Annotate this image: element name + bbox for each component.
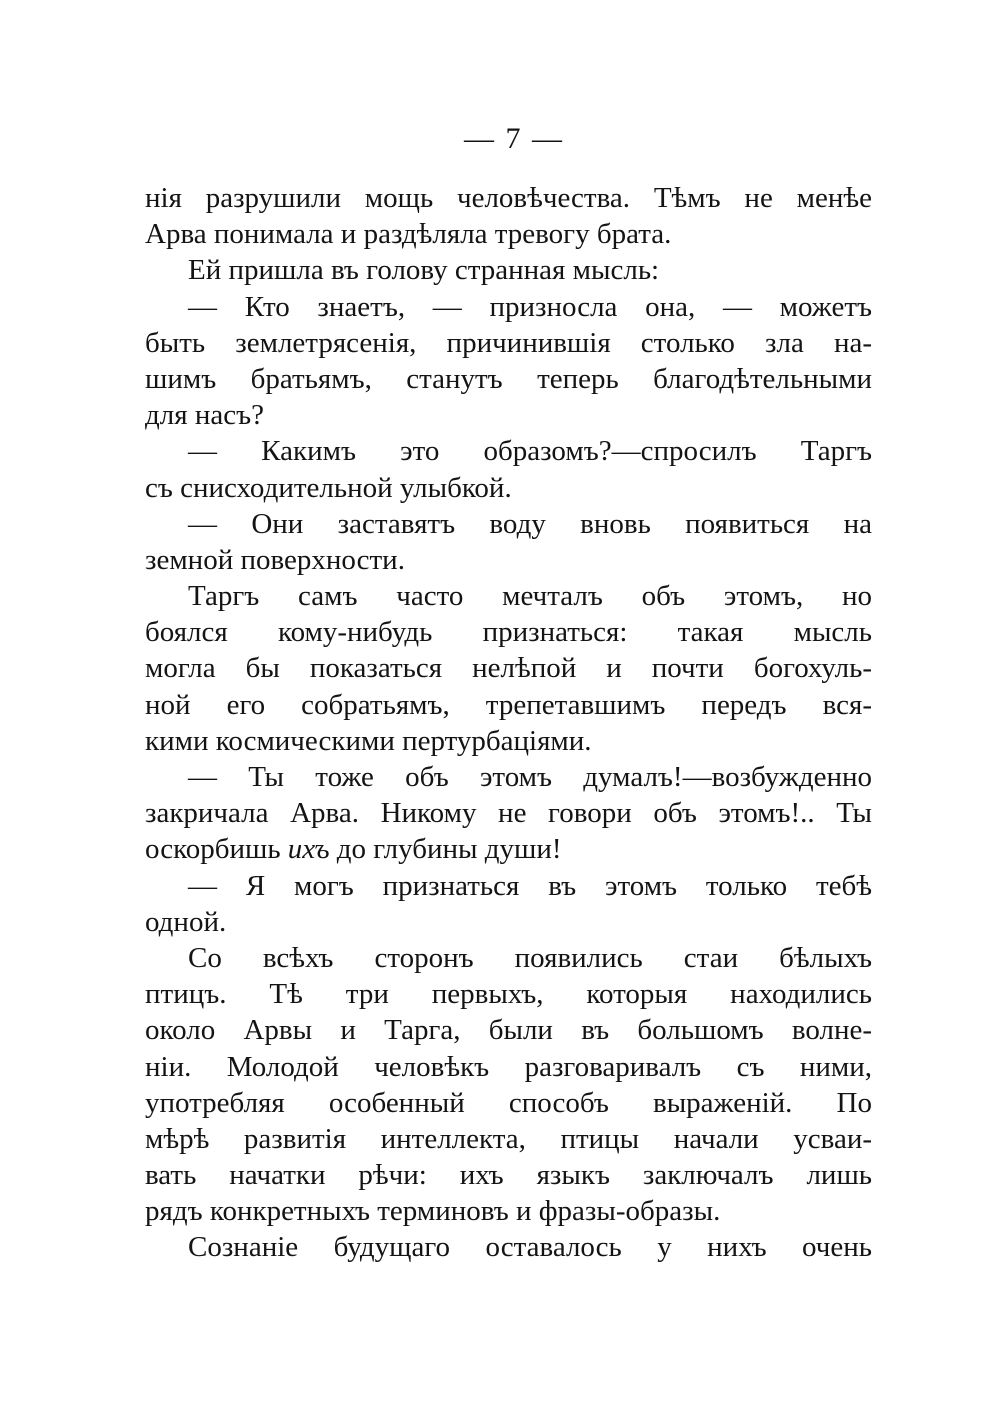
- text-line: Сознаніе будущаго оставалось у нихъ очень: [188, 1231, 872, 1264]
- text-line: Таргъ самъ часто мечталъ объ этомъ, но: [188, 580, 872, 613]
- text-line: для насъ?: [145, 399, 264, 432]
- text-line: кими космическими пертурбаціями.: [145, 724, 592, 757]
- text-line: одной.: [145, 905, 227, 938]
- text-line: Со всѣхъ сторонъ появились стаи бѣлыхъ: [188, 941, 872, 974]
- text-line: Ей пришла въ голову странная мысль:: [188, 254, 660, 287]
- italic-word: ихъ: [287, 833, 330, 866]
- text-line: вать начатки рѣчи: ихъ языкъ заключалъ лишь: [145, 1159, 872, 1192]
- text-line: закричала Арва. Никому не говори объ этомъ!.. Ты: [145, 797, 872, 830]
- text-line: птицъ. Тѣ три первыхъ, которыя находились: [145, 978, 872, 1011]
- text-segment: до глубины души!: [329, 833, 562, 866]
- text-line: [145, 831, 872, 867]
- text-line: земной поверхности.: [145, 543, 405, 576]
- text-line: — Кто знаетъ, — призносла она, — можетъ: [188, 290, 872, 323]
- text-line: мѣрѣ развитія интеллекта, птицы начали усваи-: [145, 1122, 872, 1155]
- text-line: — Они заставятъ воду вновь появиться на: [188, 507, 872, 540]
- text-line: — Я могъ признаться въ этомъ только тебѣ: [188, 869, 872, 902]
- text-line: — Какимъ это образомъ?—спросилъ Таргъ: [188, 435, 872, 468]
- text-segment: оскорбишь: [145, 833, 288, 866]
- page-number: — 7 —: [464, 122, 564, 155]
- text-line: ніи. Молодой человѣкъ разговаривалъ съ ними,: [145, 1050, 872, 1083]
- text-line: ной его собратьямъ, трепетавшимъ передъ вся-: [145, 688, 872, 721]
- text-line: нія разрушили мощь человѣчества. Тѣмъ не менѣе: [145, 182, 872, 214]
- body-text: [145, 180, 872, 1266]
- text-line: около Арвы и Тарга, были въ большомъ волне-: [145, 1014, 872, 1047]
- text-line: употребляя особенный способъ выраженій. По: [145, 1086, 872, 1119]
- text-line: — Ты тоже объ этомъ думалъ!—возбужденно: [188, 761, 872, 793]
- text-line: рядъ конкретныхъ терминовъ и фразы-образы.: [145, 1195, 721, 1228]
- text-line: боялся кому-нибудь признаться: такая мысль: [145, 616, 872, 649]
- text-line: Арва понимала и раздѣляла тревогу брата.: [145, 218, 672, 251]
- text-line: съ снисходительной улыбкой.: [145, 471, 512, 504]
- text-line: могла бы показаться нелѣпой и почти богохуль-: [145, 652, 872, 685]
- text-line: шимъ братьямъ, станутъ теперь благодѣтельными: [145, 362, 872, 395]
- text-line: быть землетрясенія, причинившія столько зла на-: [145, 326, 872, 359]
